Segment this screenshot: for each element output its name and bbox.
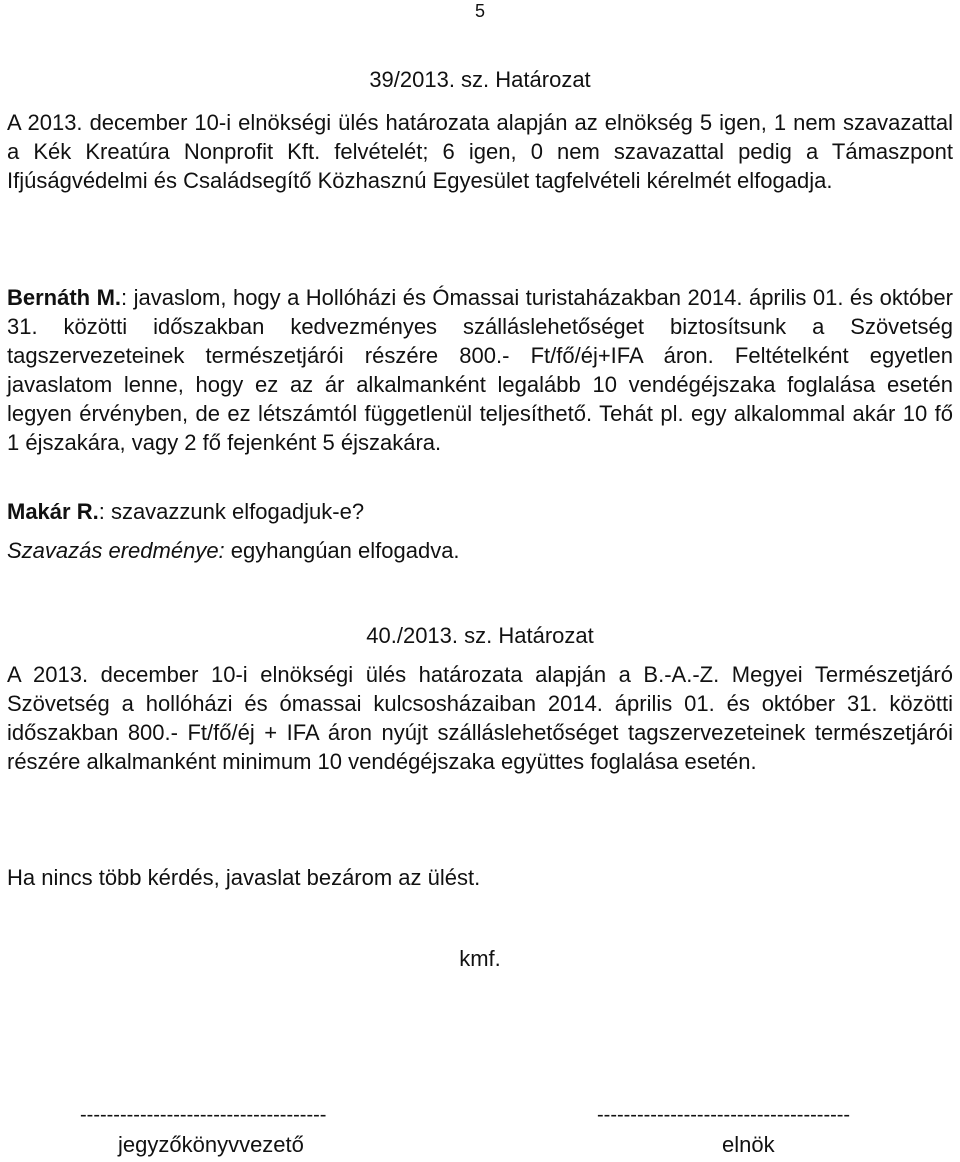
proposal-text: : javaslom, hogy a Hollóházi és Ómassai turistaházakban 2014. április 01. és október 31. közötti időszakban kedvezményes szálláslehetőséget biztosítsunk a Szövetség tagszervezeteinek természetjárói részére 800.- Ft/fő/éj+IFA áron. Feltételként egyetlen javaslatom lenne, hogy ez az ár alkalmanként legalább 10 vendégéjszaka foglalása esetén legyen érvényben, de ez létszámtól függetlenül teljesíthető. Tehát pl. egy alkalommal akár 10 fő 1 éjszakára, vagy 2 fő fejenként 5 éjszakára. [7,285,953,455]
right-signature-label: elnök [722,1132,775,1157]
kmf-note: kmf. [459,946,501,971]
vote-result-line [7,536,460,565]
left-signature-label: jegyzőkönyvvezető [118,1132,304,1157]
left-signature-line: ------------------------------------- [80,1104,327,1126]
resolution-1-body: A 2013. december 10-i elnökségi ülés határozata alapján az elnökség 5 igen, 1 nem szavazattal a Kék Kreatúra Nonprofit Kft. felvételét; 6 igen, 0 nem szavazattal pedig a Támaszpont Ifjúságvédelmi és Családsegítő Közhasznú Egyesület tagfelvételi kérelmét elfogadja. [7,110,953,193]
vote-call-speaker: Makár R. [7,499,99,524]
vote-call-text: : szavazzunk elfogadjuk-e? [98,499,365,524]
vote-result-text: egyhangúan elfogadva. [224,538,460,563]
vote-result-label: Szavazás eredménye: [7,538,225,563]
proposal-paragraph [7,283,953,457]
resolution-2-body: A 2013. december 10-i elnökségi ülés határozata alapján a B.-A.-Z. Megyei Természetjáró Szövetség a hollóházi és ómassai kulcsosházaiban 2014. április 01. és október 31. közötti időszakban 800.- Ft/fő/éj + IFA áron nyújt szálláslehetőséget tagszervezeteinek természetjárói részére alkalmanként minimum 10 vendégéjszaka együttes foglalása esetén. [7,662,953,774]
resolution-2-title: 40./2013. sz. Határozat [366,623,594,648]
proposal-speaker: Bernáth M. [7,285,122,310]
closing-sentence: Ha nincs több kérdés, javaslat bezárom az ülést. [7,865,481,890]
right-signature-line: -------------------------------------- [597,1104,851,1126]
vote-call-line [7,497,364,526]
page-number: 5 [474,1,485,21]
resolution-1-title: 39/2013. sz. Határozat [369,67,591,92]
